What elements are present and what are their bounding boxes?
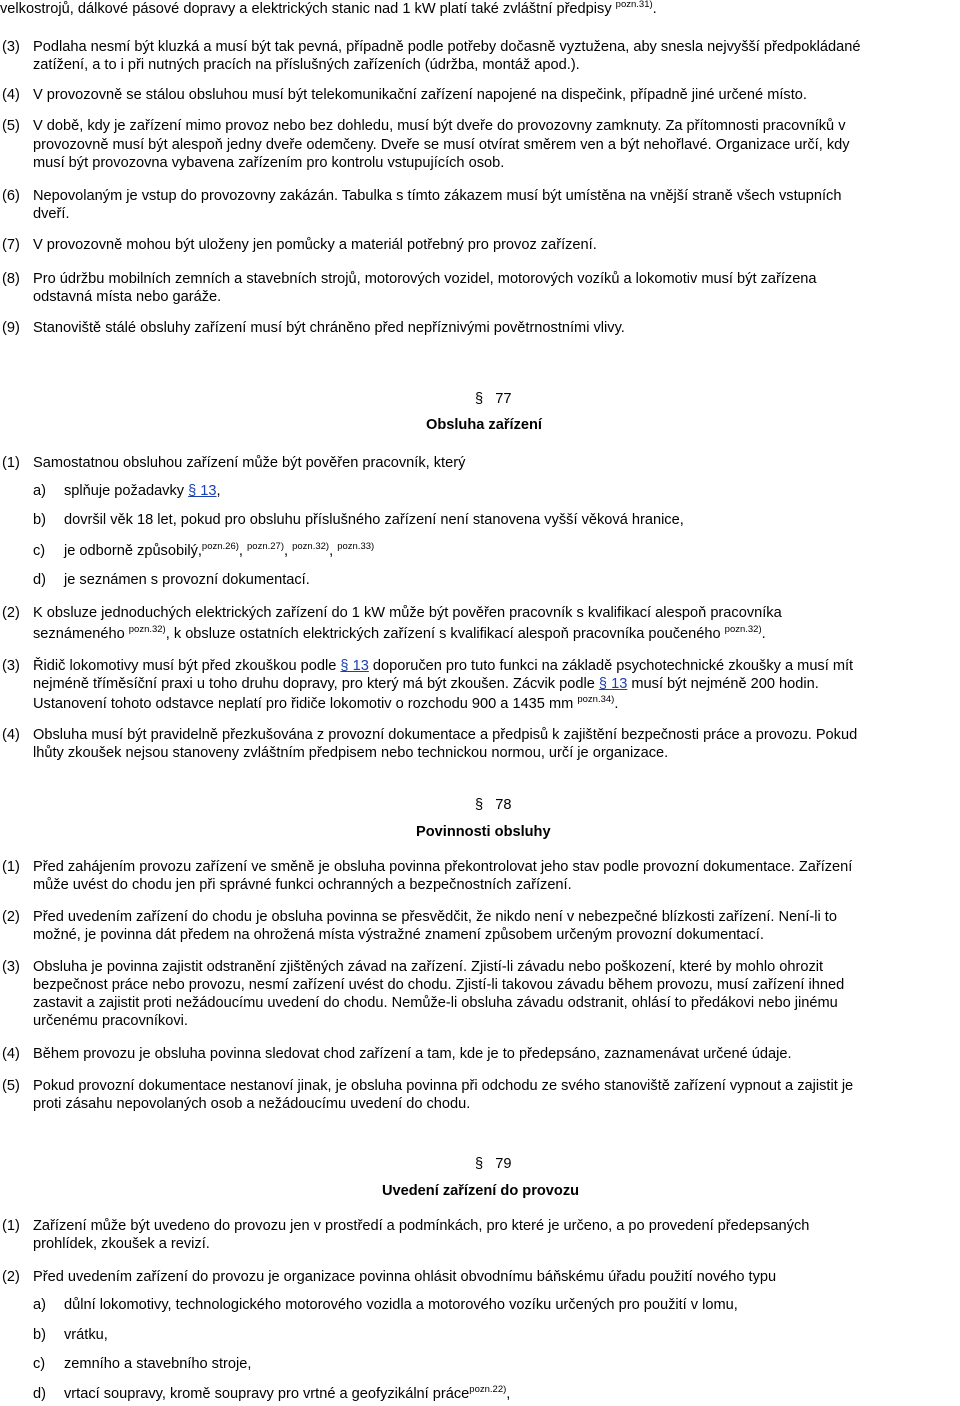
section-link[interactable]: § 13 <box>340 658 369 674</box>
paragraph-line: bezpečnost práce nebo provozu, nesmí zařízení uvést do chodu. Zjistí-li takovou závadu během provozu, musí zařízení ihned <box>33 977 845 993</box>
footnote-ref[interactable]: pozn.32) <box>292 541 330 552</box>
paragraph-line: musí být provozovna vybavena zařízením pro kontrolu vstupujících osob. <box>33 155 505 171</box>
paragraph-line: Před uvedením zařízení do chodu je obsluha povinna se přesvědčit, že nikdo není v nebezpečné blízkosti zařízení. Není-li to <box>33 909 837 925</box>
list-text: důlní lokomotivy, technologického motorového vozidla a motorového vozíku určených pro použití v lomu, <box>64 1297 738 1313</box>
list-text <box>64 542 374 560</box>
paragraph-line <box>33 695 618 713</box>
continuation-line <box>0 0 657 18</box>
paragraph-line: Před zahájením provozu zařízení ve směně je obsluha povinna překontrolovat jeho stav podle provozní dokumentace. Zařízení <box>33 859 853 875</box>
paragraph-line: Před uvedením zařízení do provozu je organizace povinna ohlásit obvodnímu báňskému úřadu použití nového typu <box>33 1269 777 1285</box>
punctuation: , <box>216 483 221 499</box>
paragraph-number: (1) <box>2 455 20 471</box>
list-letter: b) <box>33 1327 46 1343</box>
paragraph-line: může uvést do chodu jen při správné funkci ochranných a bezpečnostních zařízení. <box>33 877 572 893</box>
paragraph-number: (6) <box>2 188 20 204</box>
paragraph-line: V provozovně mohou být uloženy jen pomůcky a materiál potřebný pro provoz zařízení. <box>33 237 597 253</box>
section-number-value: 78 <box>495 797 512 813</box>
list-text: je seznámen s provozní dokumentací. <box>64 572 310 588</box>
paragraph-number: (1) <box>2 859 20 875</box>
paragraph-line: Zařízení může být uvedeno do provozu jen v prostředí a podmínkách, pro které je určeno, a po provedení předepsaných <box>33 1218 810 1234</box>
section-link[interactable]: § 13 <box>598 676 628 692</box>
paragraph-number: (3) <box>2 658 20 674</box>
footnote-ref[interactable]: pozn.31) <box>615 0 653 10</box>
paragraph-line: Stanoviště stálé obsluhy zařízení musí být chráněno před nepříznivými povětrnostními vlivy. <box>33 320 625 336</box>
paragraph-line: Nepovolaným je vstup do provozovny zakázán. Tabulka s tímto zákazem musí být umístěna na vnější straně všech vstupních <box>33 188 842 204</box>
section-heading: Povinnosti obsluhy <box>416 824 551 840</box>
paragraph-number: (7) <box>2 237 20 253</box>
section-number <box>475 797 512 813</box>
paragraph-number: (3) <box>2 959 20 975</box>
section-sign: § <box>475 1156 484 1172</box>
list-text-part: vrtací soupravy, kromě soupravy pro vrtné a geofyzikální práce <box>64 1386 470 1402</box>
paragraph-line <box>33 675 819 693</box>
text-part: , k obsluze ostatních elektrických zařízení s kvalifikací alespoň pracovníka poučeného <box>165 626 725 642</box>
list-letter: d) <box>33 572 46 588</box>
paragraph-number: (1) <box>2 1218 20 1234</box>
paragraph-line <box>33 625 766 643</box>
list-text <box>64 482 221 500</box>
paragraph-number: (4) <box>2 1046 20 1062</box>
paragraph-line: určenému pracovníkovi. <box>33 1013 188 1029</box>
punctuation: , <box>329 543 338 559</box>
list-letter: c) <box>33 1356 46 1372</box>
section-number <box>475 391 512 407</box>
punctuation: . <box>614 696 619 712</box>
section-link[interactable]: § 13 <box>188 483 217 499</box>
list-text: zemního a stavebního stroje, <box>64 1356 252 1372</box>
paragraph-line: Pokud provozní dokumentace nestanoví jinak, je obsluha povinna při odchodu ze svého stanoviště zařízení vypnout a zajistit je <box>33 1078 854 1094</box>
paragraph-number: (9) <box>2 320 20 336</box>
paragraph-line: odstavná místa nebo garáže. <box>33 289 222 305</box>
footnote-ref[interactable]: pozn.26) <box>201 541 239 552</box>
punctuation: , <box>284 543 293 559</box>
paragraph-line: zastavit a zajistit proti nežádoucímu uvedení do chodu. Nemůže-li obsluha závadu odstranit, ohlásí to předákovi nebo jinému <box>33 995 838 1011</box>
section-number <box>475 1156 512 1172</box>
paragraph-line: V době, kdy je zařízení mimo provoz nebo bez dohledu, musí být dveře do provozovny zamknuty. Za přítomnosti pracovníků v <box>33 118 846 134</box>
section-sign: § <box>475 797 484 813</box>
list-text: dovršil věk 18 let, pokud pro obsluhu příslušného zařízení není stanovena vyšší věková hranice, <box>64 512 684 528</box>
list-letter: a) <box>33 483 46 499</box>
continuation-text: velkostrojů, dálkové pásové dopravy a elektrických stanic nad 1 kW platí také zvláštní předpisy <box>0 1 616 17</box>
paragraph-line: Podlaha nesmí být kluzká a musí být tak pevná, případně podle potřeby dočasně vyztužena, aby snesla nejvyšší předpokládané <box>33 39 861 55</box>
footnote-ref[interactable]: pozn.27) <box>247 541 284 552</box>
text-part: nejméně tříměsíční praxi u toho druhu dopravy, pro který má být zkoušen. Zácvik podle <box>33 676 599 692</box>
list-text <box>64 1385 510 1403</box>
punctuation: , <box>238 543 248 559</box>
section-number-value: 77 <box>495 391 512 407</box>
list-letter: c) <box>33 543 46 559</box>
section-number-value: 79 <box>495 1156 512 1172</box>
paragraph-line: Samostatnou obsluhou zařízení může být pověřen pracovník, který <box>33 455 466 471</box>
section-heading: Uvedení zařízení do provozu <box>382 1183 580 1199</box>
text-part: doporučen pro tuto funkci na základě psychotechnické zkoušky a musí mít <box>368 658 854 674</box>
text-part: Ustanovení tohoto odstavce neplatí pro řidiče lokomotiv o rozchodu 900 a 1435 mm <box>33 696 578 712</box>
paragraph-line: Obsluha je povinna zajistit odstranění zjištěných závad na zařízení. Zjistí-li závadu nebo poškození, které by mohlo ohrozit <box>33 959 824 975</box>
punctuation: . <box>761 626 766 642</box>
paragraph-number: (2) <box>2 909 20 925</box>
punctuation: , <box>506 1386 511 1402</box>
paragraph-line: lhůty zkoušek nejsou stanoveny zvláštním předpisem nebo technickou normou, určí je organizace. <box>33 745 669 761</box>
paragraph-number: (2) <box>2 1269 20 1285</box>
paragraph-number: (4) <box>2 727 20 743</box>
section-sign: § <box>475 391 484 407</box>
footnote-ref[interactable]: pozn.22) <box>469 1384 507 1395</box>
list-letter: a) <box>33 1297 46 1313</box>
section-heading: Obsluha zařízení <box>426 417 542 433</box>
text-part: musí být nejméně 200 hodin. <box>627 676 819 692</box>
punctuation: . <box>652 1 657 17</box>
list-text: vrátku, <box>64 1327 108 1343</box>
paragraph-line: Pro údržbu mobilních zemních a stavebních strojů, motorových vozidel, motorových vozíků a lokomotiv musí být zařízena <box>33 271 817 287</box>
paragraph-line: provozovně musí být alespoň jedny dveře odemčeny. Dveře se musí otvírat směrem ven a být nehořlavé. Organizace určí, kdy <box>33 137 850 153</box>
paragraph-line: možné, je povinna dát předem na ohrožená místa výstražné znamení způsobem určeným provozní dokumentací. <box>33 927 764 943</box>
paragraph-number: (5) <box>2 118 20 134</box>
paragraph-number: (2) <box>2 605 20 621</box>
footnote-ref[interactable]: pozn.32) <box>128 624 166 635</box>
paragraph-line: V provozovně se stálou obsluhou musí být telekomunikační zařízení napojené na dispečink, případně jiné určené místo. <box>33 87 807 103</box>
list-letter: d) <box>33 1386 46 1402</box>
paragraph-number: (8) <box>2 271 20 287</box>
list-text-part: splňuje požadavky <box>64 483 189 499</box>
text-part: seznámeného <box>33 626 129 642</box>
list-text-part: je odborně způsobilý, <box>64 543 202 559</box>
paragraph-line: dveří. <box>33 206 70 222</box>
paragraph-line: Během provozu je obsluha povinna sledovat chod zařízení a tam, kde je to předepsáno, zaznamenávat určené údaje. <box>33 1046 792 1062</box>
paragraph-line: Obsluha musí být pravidelně přezkušována z provozní dokumentace a předpisů k zajištění bezpečnosti práce a provozu. Pokud <box>33 727 858 743</box>
text-part: Řidič lokomotivy musí být před zkouškou podle <box>33 658 341 674</box>
paragraph-line: prohlídek, zkoušek a revizí. <box>33 1236 210 1252</box>
footnote-ref[interactable]: pozn.33) <box>337 541 375 552</box>
paragraph-line: zatížení, a to i při nutných pracích na příslušných zařízeních (údržba, montáž apod.). <box>33 57 580 73</box>
footnote-ref[interactable]: pozn.32) <box>724 624 762 635</box>
paragraph-line: K obsluze jednoduchých elektrických zařízení do 1 kW může být pověřen pracovník s kvalifikací alespoň pracovníka <box>33 605 782 621</box>
footnote-ref[interactable]: pozn.34) <box>577 694 615 705</box>
paragraph-number: (3) <box>2 39 20 55</box>
list-letter: b) <box>33 512 46 528</box>
paragraph-line <box>33 657 853 675</box>
paragraph-line: proti zásahu nepovolaných osob a nežádoucímu uvedení do chodu. <box>33 1096 471 1112</box>
paragraph-number: (4) <box>2 87 20 103</box>
paragraph-number: (5) <box>2 1078 20 1094</box>
